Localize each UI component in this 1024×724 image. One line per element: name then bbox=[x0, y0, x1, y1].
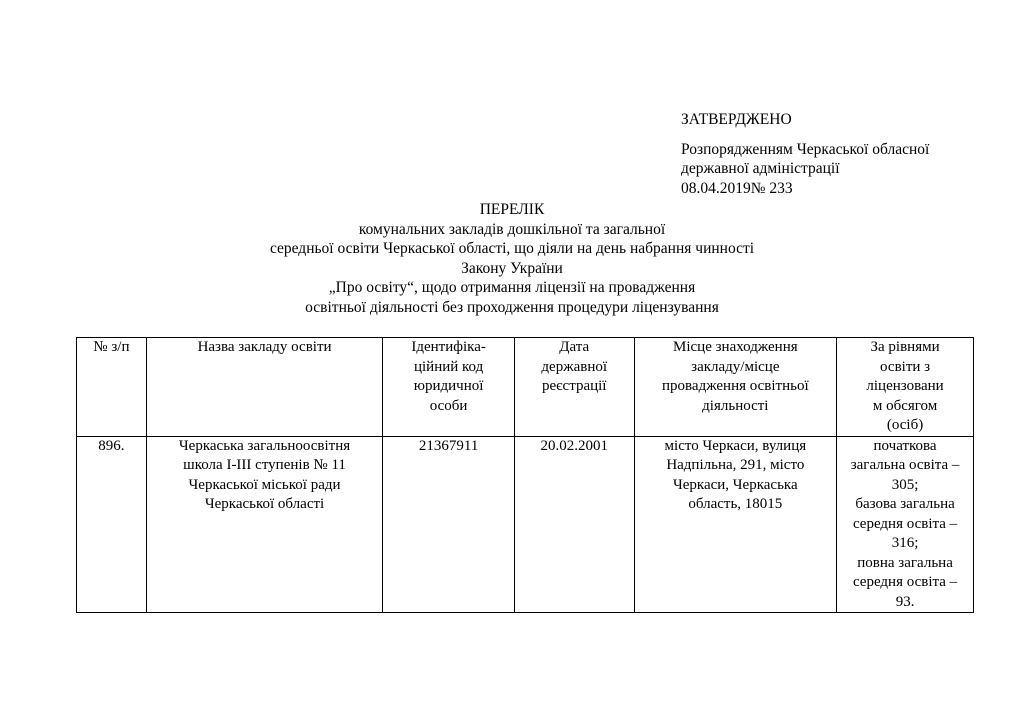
header-line: м обсягом bbox=[872, 397, 938, 414]
title-line: середньої освіти Черкаської області, що діяли на день набрання чинності bbox=[269, 240, 755, 257]
cell-line: середня освіта – bbox=[852, 574, 958, 590]
header-line: (осіб) bbox=[886, 417, 924, 433]
cell-line: область, 18015 bbox=[688, 496, 783, 512]
header-line: провадження освітньої bbox=[662, 378, 809, 394]
approval-line: 08.04.2019№ 233 bbox=[681, 179, 793, 197]
header-line: реєстрації bbox=[541, 378, 607, 394]
cell-line: загальна освіта – bbox=[850, 457, 960, 473]
title-line: „Про освіту“, щодо отримання ліцензії на провадження bbox=[328, 279, 696, 296]
table-row bbox=[77, 436, 974, 613]
cell-line: 305; bbox=[891, 476, 919, 493]
cell-registration-date bbox=[514, 436, 634, 613]
title-line: комунальних закладів дошкільної та загальної bbox=[358, 220, 666, 238]
approval-block bbox=[681, 110, 1001, 198]
cell-line: початкова bbox=[873, 437, 937, 454]
title-line: освітньої діяльності без проходження процедури ліцензування bbox=[305, 298, 719, 316]
cell-line: повна загальна bbox=[857, 554, 953, 571]
header-line: ційний код bbox=[413, 358, 484, 375]
header-institution-name bbox=[146, 338, 383, 437]
cell-institution-name bbox=[146, 436, 383, 613]
cell-line: Черкаської області bbox=[204, 496, 325, 512]
title-line: Закону України bbox=[461, 259, 563, 277]
cell-line: школа І-ІІІ ступенів № 11 bbox=[183, 457, 346, 473]
cell-line: 896. bbox=[98, 437, 125, 454]
cell-identification-code bbox=[383, 436, 515, 613]
header-location bbox=[634, 338, 837, 437]
approval-line: державної адміністрації bbox=[681, 160, 840, 177]
document-title bbox=[0, 200, 1024, 317]
header-line: За рівнями bbox=[870, 339, 940, 355]
header-line: закладу/місце bbox=[691, 358, 780, 375]
cell-line: середня освіта – bbox=[852, 515, 958, 532]
table-header-row bbox=[77, 338, 974, 437]
approval-line: Розпорядженням Черкаської обласної bbox=[681, 140, 930, 158]
registry-table bbox=[76, 337, 974, 613]
cell-location bbox=[634, 436, 837, 613]
header-identification-code bbox=[383, 338, 515, 437]
header-line: діяльності bbox=[702, 397, 769, 414]
header-line: особи bbox=[429, 397, 468, 414]
title-line: ПЕРЕЛІК bbox=[479, 201, 545, 218]
header-education-levels bbox=[837, 338, 974, 437]
cell-line: базова загальна bbox=[855, 496, 955, 512]
header-line: юридичної bbox=[413, 378, 484, 394]
header-line: № з/п bbox=[93, 339, 130, 355]
cell-number bbox=[77, 436, 147, 613]
cell-line: Черкаси, Черкаська bbox=[673, 476, 798, 493]
cell-line: 21367911 bbox=[418, 437, 479, 454]
cell-line: Черкаська загальноосвітня bbox=[178, 437, 351, 454]
header-line: Дата bbox=[559, 339, 590, 355]
cell-line: 93. bbox=[895, 593, 915, 610]
header-line: державної bbox=[541, 358, 608, 375]
header-line: Назва закладу освіти bbox=[197, 339, 332, 355]
cell-line: 316; bbox=[891, 535, 919, 551]
header-line: ліцензовани bbox=[866, 378, 944, 394]
cell-line: Надпільна, 291, місто bbox=[666, 457, 805, 473]
cell-line: Черкаської міської ради bbox=[188, 476, 341, 493]
header-line: Ідентифіка- bbox=[411, 339, 486, 355]
cell-line: 20.02.2001 bbox=[540, 437, 608, 454]
cell-education-levels bbox=[837, 436, 974, 613]
cell-line: місто Черкаси, вулиця bbox=[664, 437, 807, 454]
header-line: освіти з bbox=[880, 358, 931, 375]
header-line: Місце знаходження bbox=[673, 339, 798, 355]
header-registration-date bbox=[514, 338, 634, 437]
header-number bbox=[77, 338, 147, 437]
approval-heading: ЗАТВЕРДЖЕНО bbox=[681, 111, 792, 128]
